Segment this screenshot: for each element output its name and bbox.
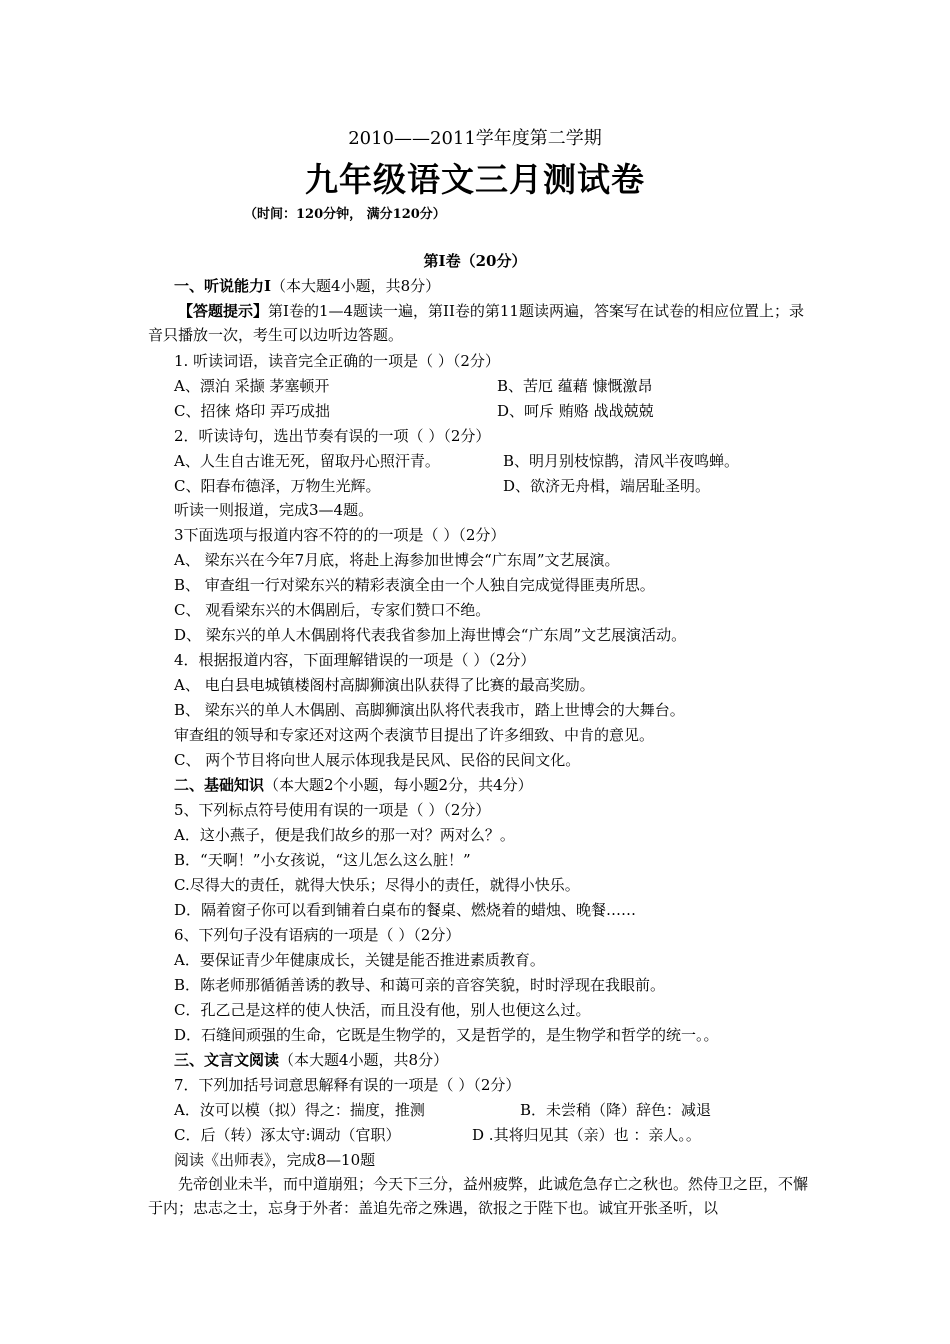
q7-option-a: A．汝可以模（拟）得之：揣度，推测: [174, 1101, 425, 1119]
q1-stem: 1. 听读词语，读音完全正确的一项是（ ）（2分）: [174, 352, 500, 370]
q3-option-c: C、 观看梁东兴的木偶剧后，专家们赞口不绝。: [174, 601, 491, 619]
hint-label: 【答题提示】: [178, 302, 269, 320]
q2-option-c: C、阳春布德泽，万物生光辉。: [174, 477, 381, 495]
q3-option-d: D、 梁东兴的单人木偶剧将代表我省参加上海世博会“广东周”文艺展演活动。: [174, 626, 687, 644]
q7-stem: 7．下列加括号词意思解释有误的一项是（ ）（2分）: [174, 1076, 521, 1094]
q3-stem: 3下面选项与报道内容不符的的一项是（ ）（2分）: [174, 526, 506, 544]
q4-extra: 审查组的领导和专家还对这两个表演节目提出了许多细致、中肯的意见。: [174, 726, 655, 744]
section1-heading: [174, 276, 440, 296]
q2-option-a: A、人生自古谁无死，留取丹心照汗青。: [174, 452, 440, 470]
q3-option-a: A、 梁东兴在今年7月底，将赴上海参加世博会“广东周”文艺展演。: [174, 551, 620, 569]
passage-intro: 阅读《出师表》，完成8—10题: [174, 1151, 376, 1169]
q4-option-c: C、 两个节目将向世人展示体现我是民风、民俗的民间文化。: [174, 751, 581, 769]
q6-option-a: A．要保证青少年健康成长，关键是能否推进素质教育。: [174, 951, 545, 969]
q7-option-d: D .其将归见其（亲）也 ：亲人。。: [472, 1126, 701, 1144]
exam-time: （时间：120分钟， 满分120分）: [244, 207, 446, 222]
section3-heading: [174, 1050, 448, 1070]
q4-option-b: B、 梁东兴的单人木偶剧、高脚狮演出队将代表我市，踏上世博会的大舞台。: [174, 701, 685, 719]
q1-option-c: C、招徕 烙印 弄巧成拙: [174, 402, 331, 420]
q2-option-d: D、欲济无舟楫，端居耻圣明。: [503, 477, 711, 495]
volume-heading: 第I卷（20分）: [423, 252, 527, 270]
q7-option-c: C．后（转）涿太守:调动（官职）: [174, 1126, 401, 1144]
q3-option-b: B、 审查组一行对梁东兴的精彩表演全由一个人独自完成觉得匪夷所思。: [174, 576, 655, 594]
q4-option-a: A、 电白县电城镇楼阁村高脚狮演出队获得了比赛的最高奖励。: [174, 676, 595, 694]
report-intro: 听读一则报道，完成3—4题。: [174, 501, 374, 519]
section1-title: 一、听说能力I: [174, 277, 272, 295]
q5-option-a: A．这小燕子，便是我们故乡的那一对？两对么？。: [174, 826, 515, 844]
q2-stem: 2．听读诗句，选出节奏有误的一项（ ）（2分）: [174, 427, 491, 445]
q5-option-b: B．“天啊！”小女孩说，“这儿怎么这么脏！”: [174, 851, 471, 869]
q6-option-c: C．孔乙己是这样的使人快活，而且没有他，别人也便这么过。: [174, 1001, 591, 1019]
answer-hint: [148, 299, 810, 347]
q1-option-b: B、苦厄 蕴藉 慷慨激昂: [497, 377, 653, 395]
q4-stem: 4．根据报道内容，下面理解错误的一项是（ ）（2分）: [174, 651, 536, 669]
q1-option-a: A、漂泊 采撷 茅塞顿开: [174, 377, 330, 395]
passage-text: 先帝创业未半，而中道崩殂；今天下三分，益州疲弊，此诚危急存亡之秋也。然侍卫之臣，不懈于内；忠志之士，忘身于外者：盖追先帝之殊遇，欲报之于陛下也。诚宜开张圣听，以: [148, 1175, 809, 1217]
q5-option-c: C.尽得大的责任，就得大快乐；尽得小的责任，就得小快乐。: [174, 876, 580, 894]
q6-option-d: D．石缝间顽强的生命，它既是生物学的，又是哲学的，是生物学和哲学的统一。。: [174, 1026, 719, 1044]
q5-stem: 5、下列标点符号使用有误的一项是（ ）（2分）: [174, 801, 491, 819]
semester-heading: 2010——2011学年度第二学期: [348, 128, 602, 149]
section3-note: （本大题4小题，共8分）: [279, 1051, 449, 1069]
section2-title: 二、基础知识: [174, 776, 265, 794]
q6-option-b: B．陈老师那循循善诱的教导、和蔼可亲的音容笑貌，时时浮现在我眼前。: [174, 976, 666, 994]
exam-title: 九年级语文三月测试卷: [305, 160, 645, 199]
section1-note: （本大题4小题，共8分）: [271, 277, 441, 295]
section2-heading: [174, 775, 533, 795]
section3-title: 三、文言文阅读: [174, 1051, 280, 1069]
q5-option-d: D．隔着窗子你可以看到铺着白桌布的餐桌、燃烧着的蜡烛、晚餐……: [174, 901, 637, 919]
q2-option-b: B、明月别枝惊鹊，清风半夜鸣蝉。: [503, 452, 740, 470]
q1-option-d: D、呵斥 贿赂 战战兢兢: [497, 402, 654, 420]
hint-text: 第I卷的1—4题读一遍，第II卷的第11题读两遍，答案写在试卷的相应位置上；录音只播放一次，考生可以边听边答题。: [148, 302, 804, 344]
q7-option-b: B．未尝稍（降）辞色：减退: [520, 1101, 712, 1119]
section2-note: （本大题2个小题，每小题2分，共4分）: [264, 776, 533, 794]
q6-stem: 6、下列句子没有语病的一项是（ ）（2分）: [174, 926, 461, 944]
